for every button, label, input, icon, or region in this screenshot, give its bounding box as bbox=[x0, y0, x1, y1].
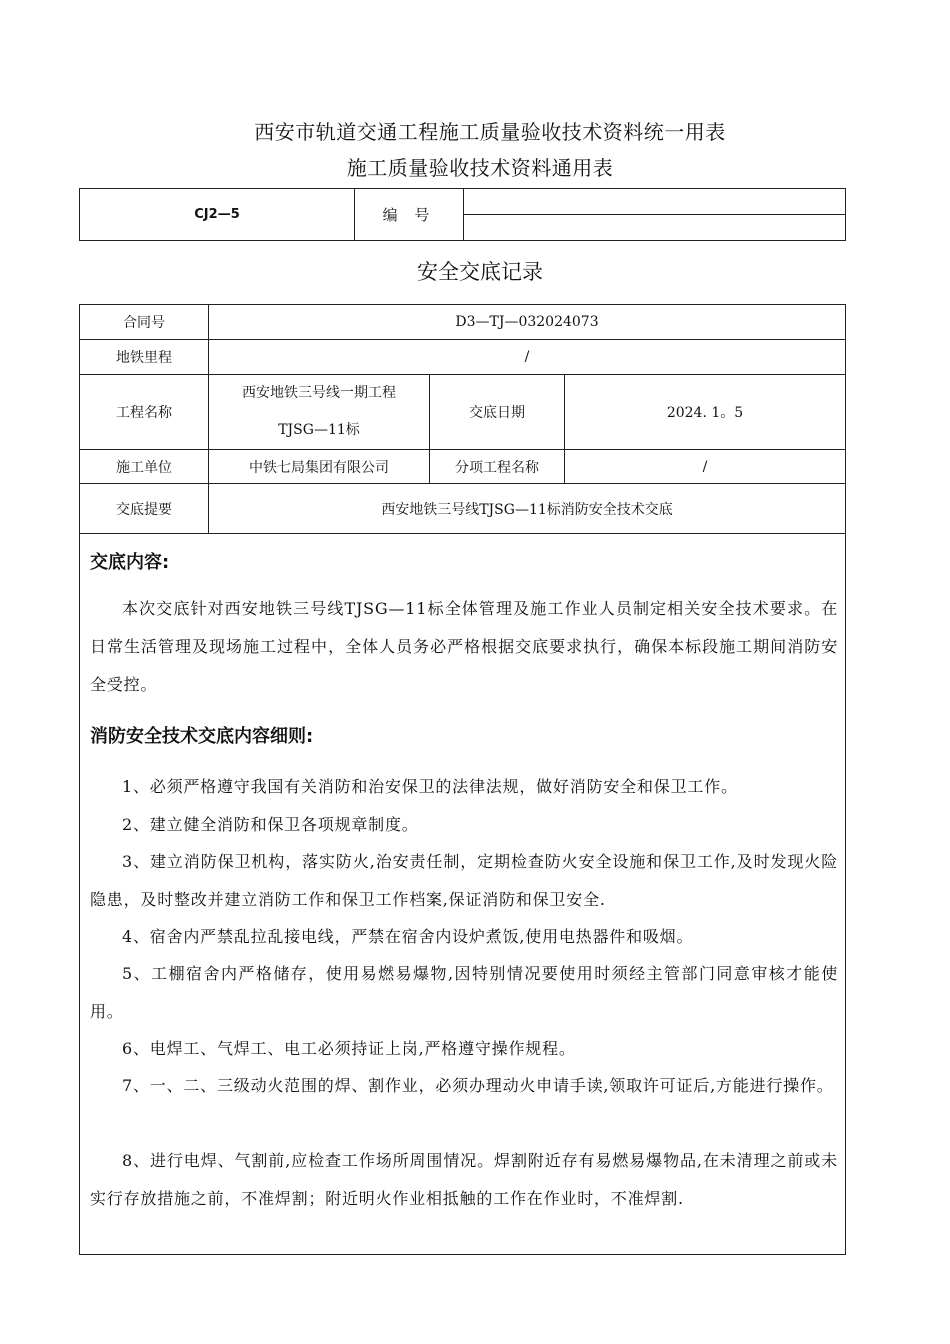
project-label: 工程名称 bbox=[80, 375, 209, 450]
contract-label: 合同号 bbox=[80, 305, 209, 340]
form-header-table bbox=[79, 188, 846, 241]
list-item: 8、进行电焊、气割前,应检查工作场所周围情况。焊割附近存有易燃易爆物品,在未清理之前或未实行存放措施之前，不准焊割；附近明火作业相抵触的工作在作业时，不准焊割. bbox=[90, 1151, 838, 1208]
contract-value: D3—TJ—032024073 bbox=[209, 305, 846, 340]
summary-value: 西安地铁三号线TJSG—11标消防安全技术交底 bbox=[209, 484, 846, 534]
project-value-line1: 西安地铁三号线一期工程 bbox=[242, 385, 396, 401]
record-title: 安全交底记录 bbox=[417, 260, 543, 284]
mileage-value: / bbox=[209, 340, 846, 375]
number-field-1[interactable] bbox=[464, 189, 846, 215]
list-item: 7、一、二、三级动火范围的焊、割作业，必须办理动火申请手读,领取许可证后,方能进行操作。 bbox=[122, 1076, 834, 1095]
project-value bbox=[209, 375, 430, 450]
content-box bbox=[79, 532, 846, 1255]
date-label: 交底日期 bbox=[430, 375, 565, 450]
unit-value: 中铁七局集团有限公司 bbox=[209, 450, 430, 484]
list-item: 2、建立健全消防和保卫各项规章制度。 bbox=[122, 815, 419, 834]
summary-label: 交底提要 bbox=[80, 484, 209, 534]
form-code: CJ2—5 bbox=[80, 189, 355, 241]
list-item: 5、工棚宿舍内严格储存，使用易燃易爆物,因特别情况要使用时须经主管部门同意审核才能使用。 bbox=[90, 964, 838, 1021]
subproject-label: 分项工程名称 bbox=[430, 450, 565, 484]
number-label: 编 号 bbox=[355, 189, 464, 241]
info-table bbox=[79, 304, 846, 534]
unit-label: 施工单位 bbox=[80, 450, 209, 484]
intro-paragraph: 本次交底针对西安地铁三号线TJSG—11标全体管理及施工作业人员制定相关安全技术要求。在日常生活管理及现场施工过程中，全体人员务必严格根据交底要求执行，确保本标段施工期间消防安全受控。 bbox=[90, 599, 838, 694]
mileage-label: 地铁里程 bbox=[80, 340, 209, 375]
list-item: 1、必须严格遵守我国有关消防和治安保卫的法律法规，做好消防安全和保卫工作。 bbox=[122, 777, 738, 796]
details-heading: 消防安全技术交底内容细则: bbox=[90, 726, 314, 747]
date-value: 2024. 1。5 bbox=[565, 375, 846, 450]
project-value-line2: TJSG—11标 bbox=[278, 422, 360, 438]
subproject-value: / bbox=[565, 450, 846, 484]
list-item: 6、电焊工、气焊工、电工必须持证上岗,严格遵守操作规程。 bbox=[122, 1039, 576, 1058]
number-field-2[interactable] bbox=[464, 215, 846, 241]
document-subtitle: 施工质量验收技术资料通用表 bbox=[346, 156, 614, 180]
document-title: 西安市轨道交通工程施工质量验收技术资料统一用表 bbox=[254, 120, 726, 144]
list-item: 4、宿舍内严禁乱拉乱接电线，严禁在宿舍内设炉煮饭,使用电热器件和吸烟。 bbox=[122, 927, 694, 946]
list-item: 3、建立消防保卫机构，落实防火,治安责任制，定期检查防火安全设施和保卫工作,及时发现火险隐患，及时整改并建立消防工作和保卫工作档案,保证消防和保卫安全. bbox=[90, 852, 838, 909]
content-heading: 交底内容: bbox=[90, 552, 170, 573]
